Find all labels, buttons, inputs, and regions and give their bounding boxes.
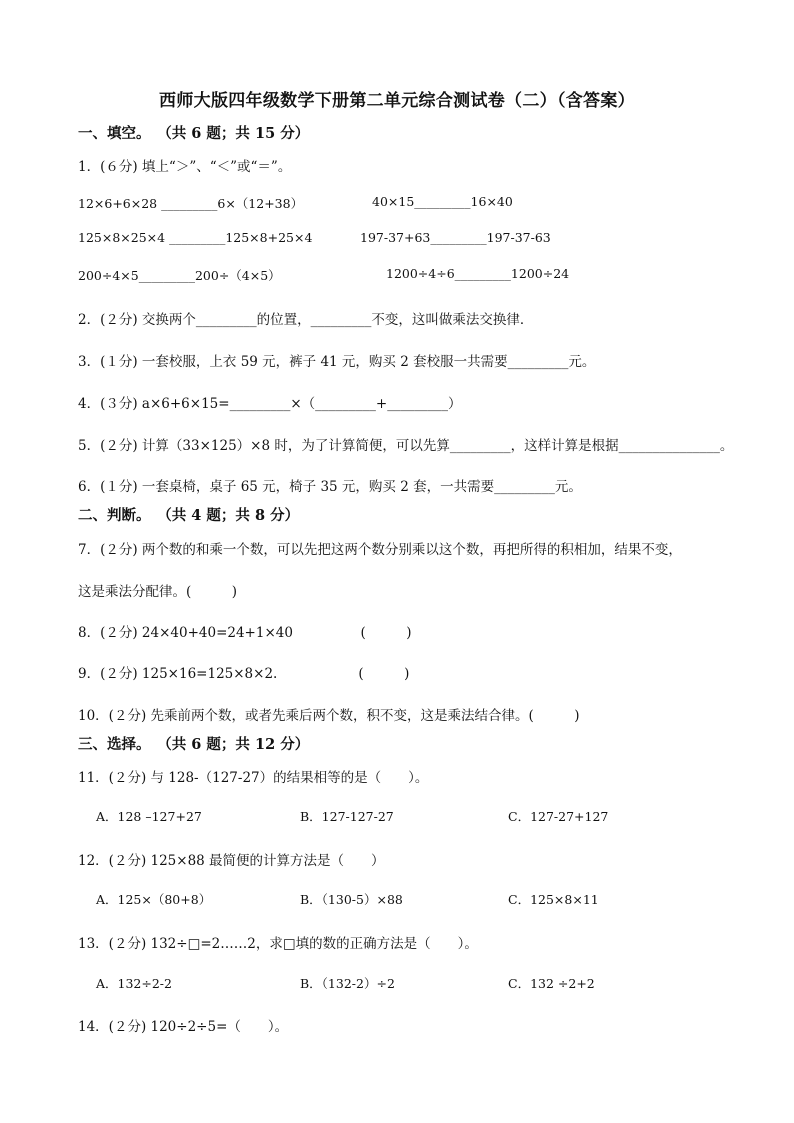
question-10: 10．(２分) 先乘前两个数，或者先乘后两个数，积不变，这是乘法结合律。( ) <box>78 708 580 724</box>
q1-item-3: 125×8×25×4 _________125×8+25×4 <box>78 230 313 245</box>
question-14: 14．(２分) 120÷2÷5=（ ）。 <box>78 1019 289 1035</box>
section-header-choice <box>78 733 309 754</box>
section-label: 一、填空。 <box>78 125 151 142</box>
q13-option-a: A．132÷2-2 <box>96 976 172 991</box>
q12-option-b: B．（130-5）×88 <box>300 892 403 907</box>
section-info: （共 6 题；共 15 分） <box>164 125 310 142</box>
question-4: 4．(３分) a×6+6×15=_________×（_________+_________） <box>78 396 462 412</box>
question-7-line-2: 这是乘法分配律。( ) <box>78 584 238 600</box>
section-info: （共 4 题；共 8 分） <box>164 507 300 524</box>
question-12: 12．(２分) 125×88 最简便的计算方法是（ ） <box>78 853 385 869</box>
q11-option-c: C．127-27+127 <box>508 809 609 824</box>
q13-option-b: B．（132-2）÷2 <box>300 976 395 991</box>
q1-item-1: 12×6+6×28 _________6×（12+38） <box>78 196 304 211</box>
page-title: 西师大版四年级数学下册第二单元综合测试卷（二）（含答案） <box>159 91 635 111</box>
question-9: 9．(２分) 125×16=125×8×2. ( ) <box>78 666 410 682</box>
q1-item-4: 197-37+63_________197-37-63 <box>360 230 551 245</box>
question-8: 8．(２分) 24×40+40=24+1×40 ( ) <box>78 625 412 641</box>
question-2: 2．(２分) 交换两个_________的位置，_________不变，这叫做乘法交换律． <box>78 312 534 328</box>
q11-option-b: B．127-127-27 <box>300 809 394 824</box>
section-label: 三、选择。 <box>78 736 151 753</box>
q12-option-c: C．125×8×11 <box>508 892 599 907</box>
q1-item-5: 200÷4×5_________200÷（4×5） <box>78 268 281 283</box>
section-label: 二、判断。 <box>78 507 151 524</box>
question-3: 3．(１分) 一套校服，上衣 59 元，裤子 41 元，购买 2 套校服一共需要_________元。 <box>78 354 596 370</box>
q13-option-c: C．132 ÷2+2 <box>508 976 595 991</box>
q1-item-2: 40×15_________16×40 <box>372 194 513 209</box>
question-7-line-1: 7．(２分) 两个数的和乘一个数，可以先把这两个数分别乘以这个数，再把所得的积相加，结果不变， <box>78 542 682 558</box>
section-info: （共 6 题；共 12 分） <box>164 736 310 753</box>
q12-option-a: A．125×（80+8） <box>96 892 212 907</box>
question-6: 6．(１分) 一套桌椅，桌子 65 元，椅子 35 元，购买 2 套，一共需要_________元。 <box>78 479 582 495</box>
q11-option-a: A．128 –127+27 <box>96 809 202 824</box>
q1-item-6: 1200÷4÷6_________1200÷24 <box>386 266 570 281</box>
question-13: 13．(２分) 132÷□=2……2，求□填的数的正确方法是（ ）。 <box>78 936 478 952</box>
question-11: 11．(２分) 与 128-（127-27）的结果相等的是（ ）。 <box>78 770 429 786</box>
question-5: 5．(２分) 计算（33×125）×8 时，为了计算简便，可以先算_________，这样计算是根据_______________。 <box>78 438 734 454</box>
section-header-fill <box>78 122 309 143</box>
section-header-judge <box>78 504 299 525</box>
question-1-stem: 1．(６分) 填上“＞”、“＜”或“＝”。 <box>78 159 292 175</box>
